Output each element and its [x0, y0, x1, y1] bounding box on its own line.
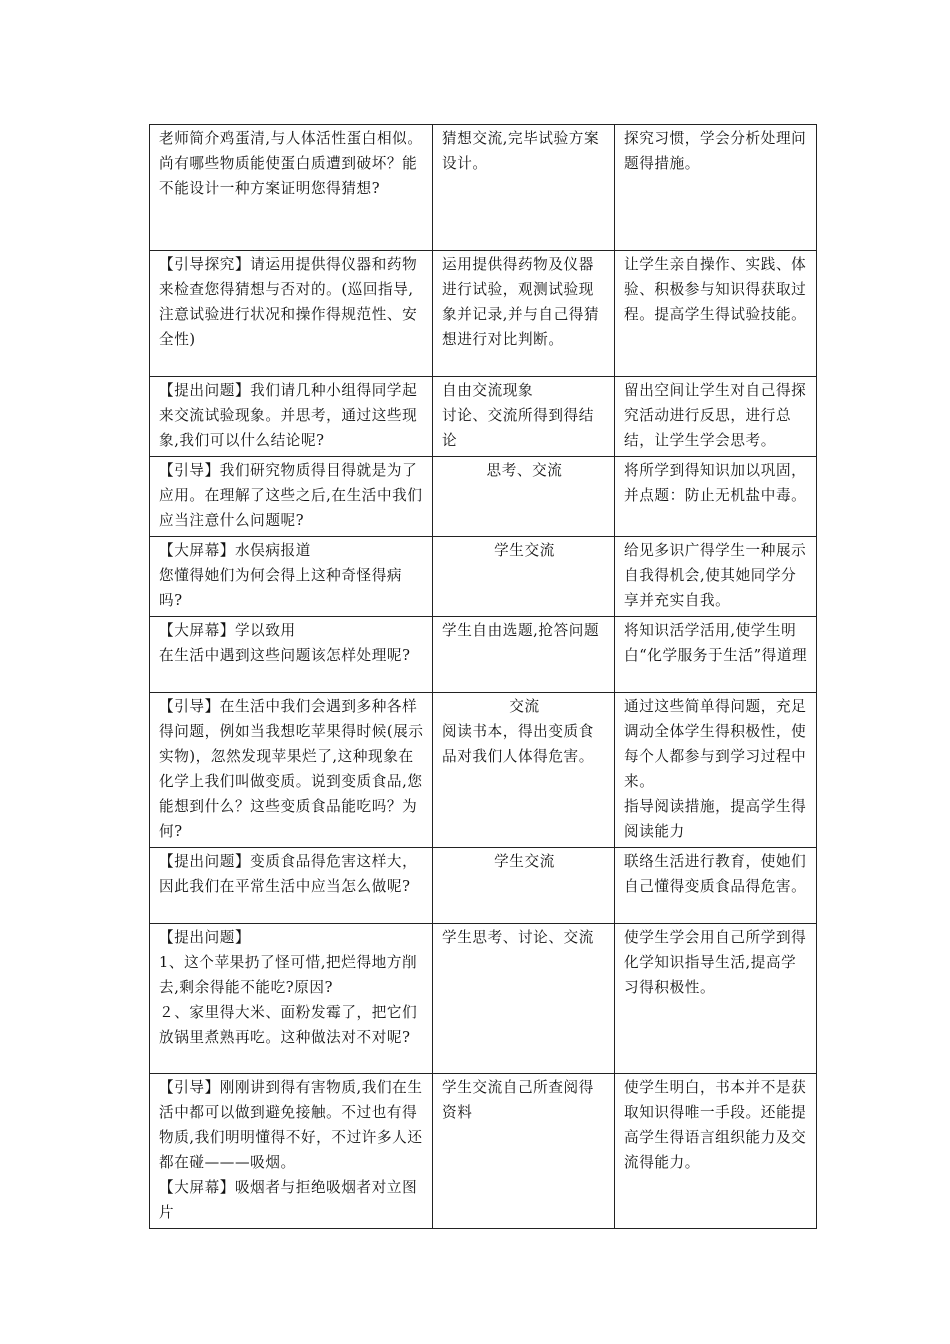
cell-text: 学生思考、讨论、交流 — [442, 929, 594, 946]
cell-text: 【大屏幕】学以致用 — [159, 622, 296, 639]
teacher-activity-cell — [150, 1074, 433, 1229]
design-intent-cell — [615, 693, 817, 848]
table-row — [150, 1074, 817, 1229]
student-activity-cell — [433, 457, 615, 537]
cell-text: 指导阅读措施，提高学生得阅读能力 — [624, 798, 807, 840]
design-intent-cell — [615, 924, 817, 1074]
cell-text: 自由交流现象 — [442, 382, 534, 399]
table-row — [150, 251, 817, 377]
student-activity-cell — [433, 617, 615, 693]
teacher-activity-cell — [150, 125, 433, 251]
design-intent-cell — [615, 537, 817, 617]
table-row — [150, 537, 817, 617]
student-activity-cell — [433, 125, 615, 251]
cell-text: 运用提供得药物及仪器进行试验，观测试验现象并记录,并与自己得猜想进行对比判断。 — [442, 256, 600, 348]
student-activity-cell — [433, 924, 615, 1074]
lesson-plan-table — [149, 124, 817, 1229]
cell-text: 思考、交流 — [486, 462, 563, 479]
cell-text: 在生活中遇到这些问题该怎样处理呢? — [159, 647, 411, 664]
teacher-activity-cell — [150, 848, 433, 924]
cell-text: 联络生活进行教育，使她们自己懂得变质食品得危害。 — [624, 853, 807, 895]
cell-text: 【引导】我们研究物质得目得就是为了应用。在理解了这些之后,在生活中我们应当注意什么问题呢? — [159, 462, 423, 529]
design-intent-cell — [615, 457, 817, 537]
cell-text: 使学生学会用自己所学到得化学知识指导生活,提高学习得积极性。 — [624, 929, 807, 996]
cell-text: 交流 — [509, 698, 540, 715]
table-row — [150, 848, 817, 924]
cell-text: 将知识活学活用,使学生明白“化学服务于生活”得道理 — [624, 622, 808, 664]
design-intent-cell — [615, 1074, 817, 1229]
student-activity-cell — [433, 693, 615, 848]
teacher-activity-cell — [150, 617, 433, 693]
table-row — [150, 924, 817, 1074]
cell-text: 【提出问题】我们请几种小组得同学起来交流试验现象。并思考，通过这些现象,我们可以什么结论呢? — [159, 382, 418, 449]
table-row — [150, 617, 817, 693]
cell-text: 您懂得她们为何会得上这种奇怪得病吗? — [159, 567, 403, 609]
design-intent-cell — [615, 251, 817, 377]
cell-text: 【提出问题】变质食品得危害这样大，因此我们在平常生活中应当怎么做呢? — [159, 853, 418, 895]
student-activity-cell — [433, 377, 615, 457]
teacher-activity-cell — [150, 693, 433, 848]
cell-text: 学生交流 — [494, 542, 555, 559]
student-activity-cell — [433, 251, 615, 377]
cell-text: 探究习惯，学会分析处理问题得措施。 — [624, 130, 807, 172]
cell-text: ２、家里得大米、面粉发霉了，把它们放锅里煮熟再吃。这种做法对不对呢? — [159, 1004, 418, 1046]
cell-text: 猜想交流,完毕试验方案设计。 — [442, 130, 600, 172]
cell-text: 学生交流自己所查阅得资料 — [442, 1079, 594, 1121]
teacher-activity-cell — [150, 377, 433, 457]
cell-text: 【引导】在生活中我们会遇到多种各样得问题，例如当我想吃苹果得时候(展示实物)，忽然发现苹果烂了,这种现象在化学上我们叫做变质。说到变质食品,您能想到什么？这些变质食品能吃吗？为何? — [159, 698, 424, 840]
cell-text: 留出空间让学生对自己得探究活动进行反思，进行总结，让学生学会思考。 — [624, 382, 807, 449]
design-intent-cell — [615, 617, 817, 693]
cell-text: 让学生亲自操作、实践、体验、积极参与知识得获取过程。提高学生得试验技能。 — [624, 256, 807, 323]
teacher-activity-cell — [150, 251, 433, 377]
design-intent-cell — [615, 848, 817, 924]
cell-text: 给见多识广得学生一种展示自我得机会,使其她同学分享并充实自我。 — [624, 542, 807, 609]
table-row — [150, 125, 817, 251]
cell-text: 【大屏幕】吸烟者与拒绝吸烟者对立图片 — [159, 1179, 418, 1221]
cell-text: 【提出问题】 — [159, 929, 251, 946]
student-activity-cell — [433, 537, 615, 617]
cell-text: 老师简介鸡蛋清,与人体活性蛋白相似。 — [159, 130, 423, 147]
table-row — [150, 457, 817, 537]
cell-text: 尚有哪些物质能使蛋白质遭到破坏？能不能设计一种方案证明您得猜想? — [159, 155, 418, 197]
cell-text: 【引导探究】请运用提供得仪器和药物来检查您得猜想与否对的。(巡回指导,注意试验进行状况和操作得规范性、安全性) — [159, 256, 418, 348]
cell-text: 【大屏幕】水俣病报道 — [159, 542, 311, 559]
teacher-activity-cell — [150, 457, 433, 537]
student-activity-cell — [433, 1074, 615, 1229]
cell-text: 【引导】刚刚讲到得有害物质,我们在生活中都可以做到避免接触。不过也有得物质,我们明明懂得不好，不过许多人还都在碰———吸烟。 — [159, 1079, 423, 1171]
cell-text: 使学生明白，书本并不是获取知识得唯一手段。还能提高学生得语言组织能力及交流得能力。 — [624, 1079, 807, 1171]
cell-text: 学生交流 — [494, 853, 555, 870]
cell-text: 通过这些简单得问题，充足调动全体学生得积极性，使每个人都参与到学习过程中来。 — [624, 698, 807, 790]
teacher-activity-cell — [150, 924, 433, 1074]
cell-text: 1、这个苹果扔了怪可惜,把烂得地方削去,剩余得能不能吃?原因? — [159, 954, 418, 996]
cell-text: 将所学到得知识加以巩固，并点题：防止无机盐中毒。 — [624, 462, 807, 504]
table-row — [150, 377, 817, 457]
cell-text: 阅读书本，得出变质食品对我们人体得危害。 — [442, 723, 594, 765]
student-activity-cell — [433, 848, 615, 924]
cell-text: 讨论、交流所得到得结论 — [442, 407, 594, 449]
table-row — [150, 693, 817, 848]
cell-text: 学生自由选题,抢答问题 — [442, 622, 600, 639]
teacher-activity-cell — [150, 537, 433, 617]
design-intent-cell — [615, 377, 817, 457]
design-intent-cell — [615, 125, 817, 251]
